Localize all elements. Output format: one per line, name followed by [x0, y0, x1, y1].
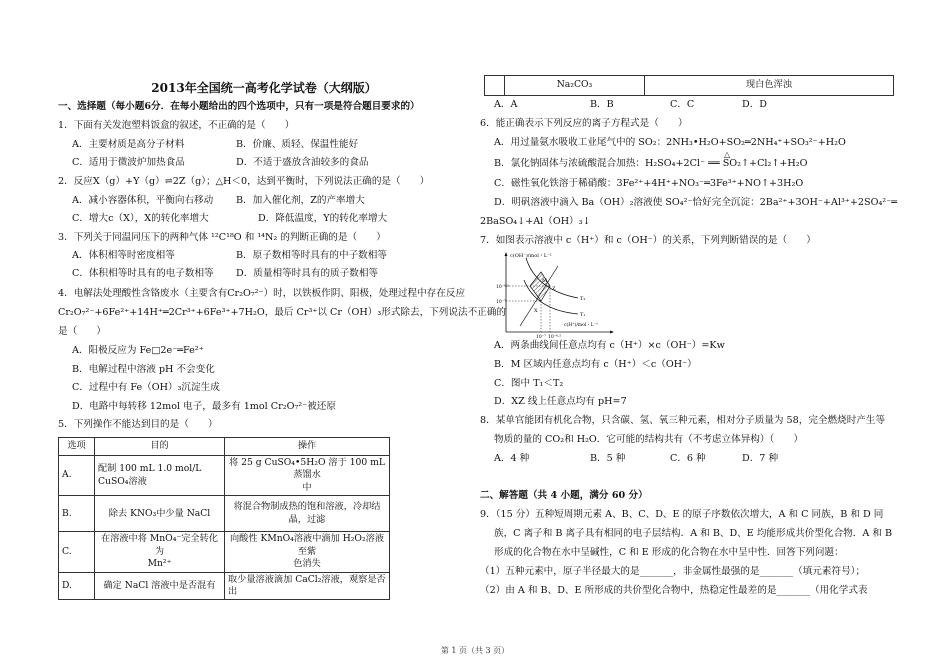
q5-row-c-purpose-2: Mn²⁺	[147, 558, 172, 570]
q5-row-c-option: C.	[59, 532, 95, 572]
q8-stem-1: 8．某单官能团有机化合物，只含碳、氢、氧三种元素，相对分子质量为 58，完全燃烧时产生等	[480, 415, 886, 426]
q5-header-option: 选项	[59, 438, 95, 456]
section1-heading: 一、选择题（每小题6分．在每小题给出的四个选项中，只有一项是符合题目要求的）	[58, 101, 420, 112]
q4-opt-b: B．电解过程中溶液 pH 不会变化	[72, 364, 215, 375]
q2-opt-c: C．增大c（X），X的转化率增大	[72, 213, 209, 224]
q5-row-d	[59, 572, 390, 600]
page-title: 2013年全国统一高考化学试卷（大纲版）	[151, 81, 377, 95]
q5-row-a-operation-1: 将 25 g CuSO₄•5H₂O 溶于 100 mL 蒸馏水	[229, 457, 385, 481]
q3-opt-c: C．体积相等时具有的电子数相等	[72, 268, 214, 279]
q9-line-4: （1）五种元素中，原子半径最大的是_______，非金属性最强的是_______（填元素符号）；	[480, 566, 866, 577]
q2-opt-d: D．降低温度，Y的转化率增大	[258, 213, 388, 224]
q5-row-d-operation: 取少量溶液滴加 CaCl₂溶液，观察是否出	[225, 572, 390, 600]
q5-header-operation: 操作	[225, 438, 390, 456]
q8-opt-b: B．5 种	[590, 453, 626, 464]
q1-opt-c: C．适用于微波炉加热食品	[72, 157, 185, 168]
q7-y-arrow	[505, 252, 508, 256]
q4-opt-a: A．阳极反应为 Fe□2e⁻═Fe²⁺	[72, 345, 204, 356]
q5-row-b-operation	[225, 496, 390, 532]
q6-stem: 6．能正确表示下列反应的离子方程式是（ ）	[480, 118, 688, 129]
q5-stem: 5．下列操作不能达到目的是（ ）	[58, 419, 218, 430]
q9-line-2: 族，C 离子和 B 离子具有相同的电子层结构．A 和 B、D、E 均能形成共价型化合物．A 和 B	[494, 528, 893, 539]
q8-opt-c: C．6 种	[670, 453, 706, 464]
q7-xlabel: c(H⁺)/mol・L⁻¹	[564, 323, 598, 328]
q5-cont-row	[485, 76, 894, 96]
q4-stem-2: Cr₂O₇²⁻+6Fe²⁺+14H⁺═2Cr³⁺+6Fe³⁺+7H₂O，最后 Cr³⁺以 Cr（OH）₃形式除去，下列说法不正确的	[58, 307, 506, 318]
q5-row-c-purpose	[95, 532, 225, 572]
q5-row-b-option: B.	[59, 496, 95, 532]
q6-opt-d-1: D．明矾溶液中滴入 Ba（OH）₂溶液使 SO₄²⁻恰好完全沉淀：2Ba²⁺+3OH⁻+Al³⁺+2SO₄²⁻═	[494, 197, 897, 208]
q1-opt-d: D．不适于盛放含油较多的食品	[236, 157, 369, 168]
q5-row-b	[59, 496, 390, 532]
q7-opt-a: A．两条曲线间任意点均有 c（H⁺）×c（OH⁻）=Kw	[494, 340, 725, 351]
q7-t1-label: T₁	[580, 312, 586, 318]
q7-opt-c: C．图中 T₁＜T₂	[494, 378, 564, 389]
q7-ylabel: c(OH⁻)/mol・L⁻¹	[510, 253, 552, 259]
q9-line-3: 形成的化合物在水中呈碱性，C 和 E 形成的化合物在水中呈中性．回答下列问题：	[494, 547, 844, 558]
q5-row-a-operation-2: 中	[302, 481, 312, 493]
section2-heading: 二、解答题（共 4 小题，满分 60 分）	[480, 490, 648, 501]
q5-row-a-option: A.	[59, 456, 95, 496]
q5-header-purpose: 目的	[95, 438, 225, 456]
q7-t2-label: T₂	[580, 296, 586, 302]
q5-row-a-purpose: 配制 100 mL 1.0 mol/L CuSO₄溶液	[95, 456, 225, 496]
q5-row-d-purpose: 确定 NaCl 溶液中是否混有	[95, 572, 225, 600]
q7-opt-b: B．M 区域内任意点均有 c（H⁺）＜c（OH⁻）	[494, 359, 697, 370]
q5-cont-blank	[485, 76, 505, 96]
q5-opt-d: D．D	[742, 99, 767, 110]
q1-opt-b: B．价廉、质轻、保温性能好	[236, 139, 359, 150]
q5-row-c-purpose-1: 在溶液中将 MnO₄⁻完全转化为	[101, 533, 218, 557]
q5-row-c	[59, 532, 390, 572]
q5-opt-a: A．A	[494, 99, 518, 110]
q1-stem: 1．下面有关发泡塑料饭盒的叙述，不正确的是（ ）	[58, 120, 295, 131]
q4-stem-3: 是（ ）	[58, 326, 106, 337]
q4-stem-1: 4．电解法处理酸性含铬废水（主要含有Cr₂O₇²⁻）时，以铁板作阴、阳极，处理过程中存在反应	[58, 288, 466, 299]
q5-table	[58, 437, 390, 600]
q7-y1-label: 10⁻⁶·⁵	[496, 285, 510, 290]
q5-row-d-option: D.	[59, 572, 95, 600]
q5-row-a	[59, 456, 390, 496]
q7-stem: 7．如图表示溶液中 c（H⁺）和 c（OH⁻）的关系，下列判断错误的是（ ）	[480, 235, 816, 246]
q5-opt-c: C．C	[670, 99, 695, 110]
q8-opt-d: D．7 种	[742, 453, 779, 464]
q3-stem: 3．下列关于同温同压下的两种气体 ¹²C¹⁸O 和 ¹⁴N₂ 的判断正确的是（ ）	[58, 232, 386, 243]
q6-opt-a: A．用过量氨水吸收工业尾气中的 SO₂：2NH₃•H₂O+SO₂═2NH₄⁺+SO₃²⁻+H₂O	[494, 137, 846, 148]
q9-line-5: （2）由 A 和 B、D、E 所形成的共价型化合物中，热稳定性最差的是_______（用化学式表	[480, 585, 868, 596]
q7-x-arrow	[610, 331, 614, 334]
q6-delta: △	[724, 150, 731, 159]
q1-opt-a: A．主要材质是高分子材料	[72, 139, 185, 150]
q7-graph	[496, 248, 616, 338]
q5-row-b-purpose: 除去 KNO₃中少量 NaCl	[95, 496, 225, 532]
q5-row-c-operation-2: 色消失	[293, 558, 321, 570]
q5-cont-cell-1: Na₂CO₃	[505, 76, 645, 96]
q5-table-continuation	[484, 75, 894, 96]
q5-row-c-operation-1: 向酸性 KMnO₄溶液中滴加 H₂O₂溶液至紫	[229, 533, 385, 557]
q8-opt-a: A．4 种	[494, 453, 530, 464]
q4-opt-c: C．过程中有 Fe（OH）₃沉淀生成	[72, 382, 220, 393]
q9-line-1: 9．（15 分）五种短周期元素 A、B、C、D、E 的原子序数依次增大，A 和 C 同族，B 和 D 同	[480, 509, 884, 520]
q7-x-label: X	[534, 308, 538, 314]
q7-opt-d: D．XZ 线上任意点均有 pH=7	[494, 396, 627, 407]
q2-opt-a: A．减小容器体积，平衡向右移动	[72, 195, 214, 206]
q7-x1-label: 10⁻⁷	[536, 335, 546, 338]
q7-y2-label: 10⁻⁷	[496, 300, 506, 305]
q4-opt-d: D．电路中每转移 12mol 电子，最多有 1mol Cr₂O₇²⁻被还原	[72, 401, 336, 412]
q3-opt-d: D．质量相等时具有的质子数相等	[236, 268, 379, 279]
q5-cont-cell-2: 现白色浑浊	[645, 76, 894, 96]
q7-curve-t2	[526, 258, 578, 298]
page-footer: 第 1 页（共 3 页）	[440, 646, 510, 655]
q7-z-label: Z	[552, 286, 556, 292]
q5-header-row	[59, 438, 390, 456]
q5-row-c-operation	[225, 532, 390, 572]
q5-row-b-operation-2: 晶，过滤	[288, 513, 326, 525]
q3-opt-a: A．体积相等时密度相等	[72, 250, 175, 261]
q5-row-b-operation-1: 将混合物制成热的饱和溶液，冷却结	[233, 501, 381, 513]
q5-row-a-operation	[225, 456, 390, 496]
q2-stem: 2．反应X（g）+Y（g）⇌2Z（g）；△H＜0，达到平衡时，下列说法正确的是（ ）	[58, 176, 430, 187]
q6-opt-b: B．氯化钠固体与浓硫酸混合加热：H₂SO₄+2Cl⁻ ══ SO₂↑+Cl₂↑+H₂O	[494, 158, 808, 169]
q2-opt-b: B．加入催化剂，Z的产率增大	[236, 195, 365, 206]
q7-m-label: M	[542, 278, 548, 284]
q6-opt-c: C．磁性氧化铁溶于稀硝酸：3Fe²⁺+4H⁺+NO₃⁻═3Fe³⁺+NO↑+3H₂O	[494, 178, 804, 189]
q3-opt-b: B．原子数相等时具有的中子数相等	[236, 250, 387, 261]
q8-stem-2: 物质的量的 CO₂和 H₂O．它可能的结构共有（不考虑立体异构）（ ）	[494, 434, 804, 445]
q6-opt-d-2: 2BaSO₄↓+Al（OH）₃↓	[480, 216, 591, 227]
q5-opt-b: B．B	[590, 99, 614, 110]
q7-x2-label: 10⁻⁶·⁵	[548, 335, 562, 338]
